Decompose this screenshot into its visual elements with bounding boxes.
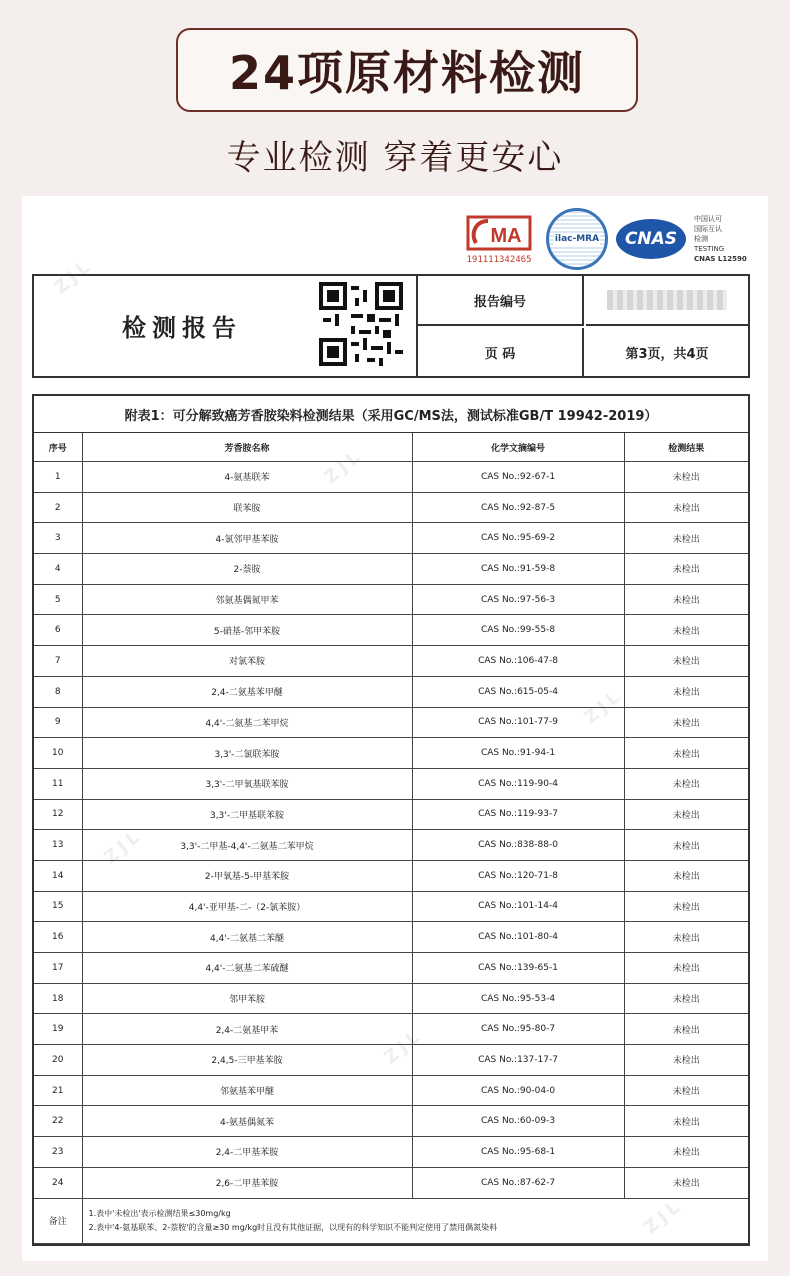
row-cas-no: CAS No.:101-77-9 — [412, 707, 624, 738]
watermark: ZJL — [100, 824, 147, 869]
row-result: 未检出 — [624, 492, 748, 523]
row-amine-name: 4-氯邻甲基苯胺 — [82, 523, 412, 554]
note-line: 1.表中'未检出'表示检测结果≤30mg/kg — [88, 1208, 231, 1218]
watermark: ZJL — [580, 684, 627, 729]
row-cas-no: CAS No.:60-09-3 — [412, 1106, 624, 1137]
row-result: 未检出 — [624, 523, 748, 554]
row-amine-name: 2-甲氧基-5-甲基苯胺 — [82, 860, 412, 891]
row-cas-no: CAS No.:99-55-8 — [412, 615, 624, 646]
row-amine-name: 4-氨基联苯 — [82, 462, 412, 493]
row-index: 5 — [34, 584, 82, 615]
table-row — [34, 462, 748, 493]
row-index: 14 — [34, 860, 82, 891]
table-row — [34, 646, 748, 677]
table-row — [34, 1014, 748, 1045]
row-amine-name: 2-萘胺 — [82, 554, 412, 585]
row-result: 未检出 — [624, 1075, 748, 1106]
table-row — [34, 615, 748, 646]
row-index: 3 — [34, 523, 82, 554]
table-row — [34, 523, 748, 554]
row-cas-no: CAS No.:615-05-4 — [412, 676, 624, 707]
note-line: 2.表中'4-氨基联苯、2-萘胺'的含量≥30 mg/kg时且没有其他证据，以现有的科学知识不能判定使用了禁用偶氮染料 — [88, 1222, 498, 1232]
row-result: 未检出 — [624, 462, 748, 493]
note-text — [82, 1198, 748, 1243]
row-result: 未检出 — [624, 891, 748, 922]
row-cas-no: CAS No.:91-59-8 — [412, 554, 624, 585]
results-title: 附表1：可分解致癌芳香胺染料检测结果（采用GC/MS法，测试标准GB/T 19942-2019） — [34, 396, 748, 433]
page-label: 页 码 — [418, 328, 584, 376]
row-result: 未检出 — [624, 738, 748, 769]
row-cas-no: CAS No.:95-53-4 — [412, 983, 624, 1014]
row-amine-name: 2,4,5-三甲基苯胺 — [82, 1045, 412, 1076]
banner-title-box — [176, 28, 638, 112]
cma-label: MA — [490, 225, 522, 247]
row-cas-no: CAS No.:101-14-4 — [412, 891, 624, 922]
cnas-text: 中国认可 国际互认 检测 TESTING CNAS L12590 — [694, 215, 747, 263]
table-row — [34, 1045, 748, 1076]
row-result: 未检出 — [624, 799, 748, 830]
row-result: 未检出 — [624, 953, 748, 984]
row-result: 未检出 — [624, 1167, 748, 1198]
row-amine-name: 邻氨基偶氮甲苯 — [82, 584, 412, 615]
row-index: 11 — [34, 768, 82, 799]
row-amine-name: 联苯胺 — [82, 492, 412, 523]
row-cas-no: CAS No.:119-93-7 — [412, 799, 624, 830]
cma-logo — [460, 213, 538, 265]
results-table — [34, 433, 748, 1244]
banner-title: 24项原材料检测 — [228, 46, 585, 100]
row-cas-no: CAS No.:95-80-7 — [412, 1014, 624, 1045]
row-amine-name: 2,4-二氨基甲苯 — [82, 1014, 412, 1045]
row-index: 22 — [34, 1106, 82, 1137]
row-amine-name: 3,3'-二甲氧基联苯胺 — [82, 768, 412, 799]
row-index: 21 — [34, 1075, 82, 1106]
table-row — [34, 492, 748, 523]
row-amine-name: 4,4'-二氨基二苯醚 — [82, 922, 412, 953]
row-result: 未检出 — [624, 1014, 748, 1045]
certification-logos — [460, 204, 756, 274]
row-index: 17 — [34, 953, 82, 984]
row-amine-name: 邻甲苯胺 — [82, 983, 412, 1014]
table-row — [34, 584, 748, 615]
row-index: 6 — [34, 615, 82, 646]
page-value: 第3页，共4页 — [625, 346, 709, 362]
row-amine-name: 3,3'-二甲基-4,4'-二氨基二苯甲烷 — [82, 830, 412, 861]
banner-subtitle: 专业检测 穿着更安心 — [226, 138, 564, 178]
row-cas-no: CAS No.:92-67-1 — [412, 462, 624, 493]
table-row — [34, 676, 748, 707]
row-cas-no: CAS No.:87-62-7 — [412, 1167, 624, 1198]
row-cas-no: CAS No.:120-71-8 — [412, 860, 624, 891]
row-result: 未检出 — [624, 1106, 748, 1137]
report-no-value — [586, 276, 748, 326]
row-amine-name: 2,6-二甲基苯胺 — [82, 1167, 412, 1198]
row-result: 未检出 — [624, 1137, 748, 1168]
row-amine-name: 2,4-二氨基苯甲醚 — [82, 676, 412, 707]
row-amine-name: 4-氨基偶氮苯 — [82, 1106, 412, 1137]
row-index: 20 — [34, 1045, 82, 1076]
table-row — [34, 1075, 748, 1106]
report-no-redacted — [607, 290, 727, 310]
row-result: 未检出 — [624, 707, 748, 738]
watermark: ZJL — [380, 1024, 427, 1069]
table-row — [34, 922, 748, 953]
table-row — [34, 738, 748, 769]
table-row — [34, 1167, 748, 1198]
table-row — [34, 953, 748, 984]
ilac-mra-logo — [546, 208, 608, 270]
row-cas-no: CAS No.:137-17-7 — [412, 1045, 624, 1076]
row-result: 未检出 — [624, 860, 748, 891]
table-row — [34, 983, 748, 1014]
table-row — [34, 891, 748, 922]
watermark: ZJL — [50, 254, 97, 299]
row-index: 10 — [34, 738, 82, 769]
row-cas-no: CAS No.:97-56-3 — [412, 584, 624, 615]
report-title-cell — [34, 276, 418, 376]
row-index: 7 — [34, 646, 82, 677]
col-header-result: 检测结果 — [624, 433, 748, 462]
row-cas-no: CAS No.:139-65-1 — [412, 953, 624, 984]
row-cas-no: CAS No.:92-87-5 — [412, 492, 624, 523]
row-index: 2 — [34, 492, 82, 523]
row-result: 未检出 — [624, 830, 748, 861]
table-row — [34, 799, 748, 830]
table-row — [34, 1137, 748, 1168]
row-result: 未检出 — [624, 646, 748, 677]
row-amine-name: 对氯苯胺 — [82, 646, 412, 677]
row-index: 15 — [34, 891, 82, 922]
row-index: 19 — [34, 1014, 82, 1045]
row-amine-name: 4,4'-二氨基二苯甲烷 — [82, 707, 412, 738]
row-cas-no: CAS No.:101-80-4 — [412, 922, 624, 953]
row-result: 未检出 — [624, 922, 748, 953]
row-amine-name: 3,3'-二氯联苯胺 — [82, 738, 412, 769]
row-index: 8 — [34, 676, 82, 707]
report-title: 检测报告 — [122, 314, 242, 342]
table-row — [34, 554, 748, 585]
note-label: 备注 — [34, 1198, 82, 1243]
table-row — [34, 860, 748, 891]
results-table-wrap — [32, 394, 750, 1246]
row-amine-name: 4,4'-二氨基二苯硫醚 — [82, 953, 412, 984]
row-cas-no: CAS No.:119-90-4 — [412, 768, 624, 799]
report-header-table — [32, 274, 750, 378]
row-cas-no: CAS No.:838-88-0 — [412, 830, 624, 861]
watermark: ZJL — [640, 1194, 687, 1239]
row-amine-name: 5-硝基-邻甲苯胺 — [82, 615, 412, 646]
row-result: 未检出 — [624, 1045, 748, 1076]
col-header-cas-no: 化学文摘编号 — [412, 433, 624, 462]
row-index: 23 — [34, 1137, 82, 1168]
row-cas-no: CAS No.:90-04-0 — [412, 1075, 624, 1106]
row-result: 未检出 — [624, 554, 748, 585]
table-row — [34, 768, 748, 799]
row-result: 未检出 — [624, 615, 748, 646]
cnas-logo: CNAS — [616, 219, 686, 259]
cma-icon — [466, 213, 532, 253]
row-cas-no: CAS No.:106-47-8 — [412, 646, 624, 677]
row-cas-no: CAS No.:95-68-1 — [412, 1137, 624, 1168]
test-report-document — [22, 196, 768, 1261]
row-amine-name: 邻氨基苯甲醚 — [82, 1075, 412, 1106]
row-index: 13 — [34, 830, 82, 861]
qr-code-icon — [319, 282, 403, 366]
row-result: 未检出 — [624, 768, 748, 799]
row-index: 1 — [34, 462, 82, 493]
row-index: 24 — [34, 1167, 82, 1198]
col-header-index: 序号 — [34, 433, 82, 462]
row-result: 未检出 — [624, 983, 748, 1014]
row-index: 9 — [34, 707, 82, 738]
table-header-row — [34, 433, 748, 462]
note-row — [34, 1198, 748, 1243]
row-cas-no: CAS No.:95-69-2 — [412, 523, 624, 554]
row-cas-no: CAS No.:91-94-1 — [412, 738, 624, 769]
table-row — [34, 830, 748, 861]
row-index: 12 — [34, 799, 82, 830]
row-amine-name: 2,4-二甲基苯胺 — [82, 1137, 412, 1168]
cma-number: 191111342465 — [466, 255, 532, 265]
row-amine-name: 3,3'-二甲基联苯胺 — [82, 799, 412, 830]
row-index: 18 — [34, 983, 82, 1014]
row-result: 未检出 — [624, 584, 748, 615]
watermark: ZJL — [320, 444, 367, 489]
row-index: 16 — [34, 922, 82, 953]
row-result: 未检出 — [624, 676, 748, 707]
col-header-amine-name: 芳香胺名称 — [82, 433, 412, 462]
report-no-label: 报告编号 — [418, 276, 584, 326]
row-index: 4 — [34, 554, 82, 585]
row-amine-name: 4,4'-亚甲基-二-（2-氯苯胺） — [82, 891, 412, 922]
table-row — [34, 1106, 748, 1137]
table-row — [34, 707, 748, 738]
ilac-label: ilac-MRA — [554, 234, 600, 244]
